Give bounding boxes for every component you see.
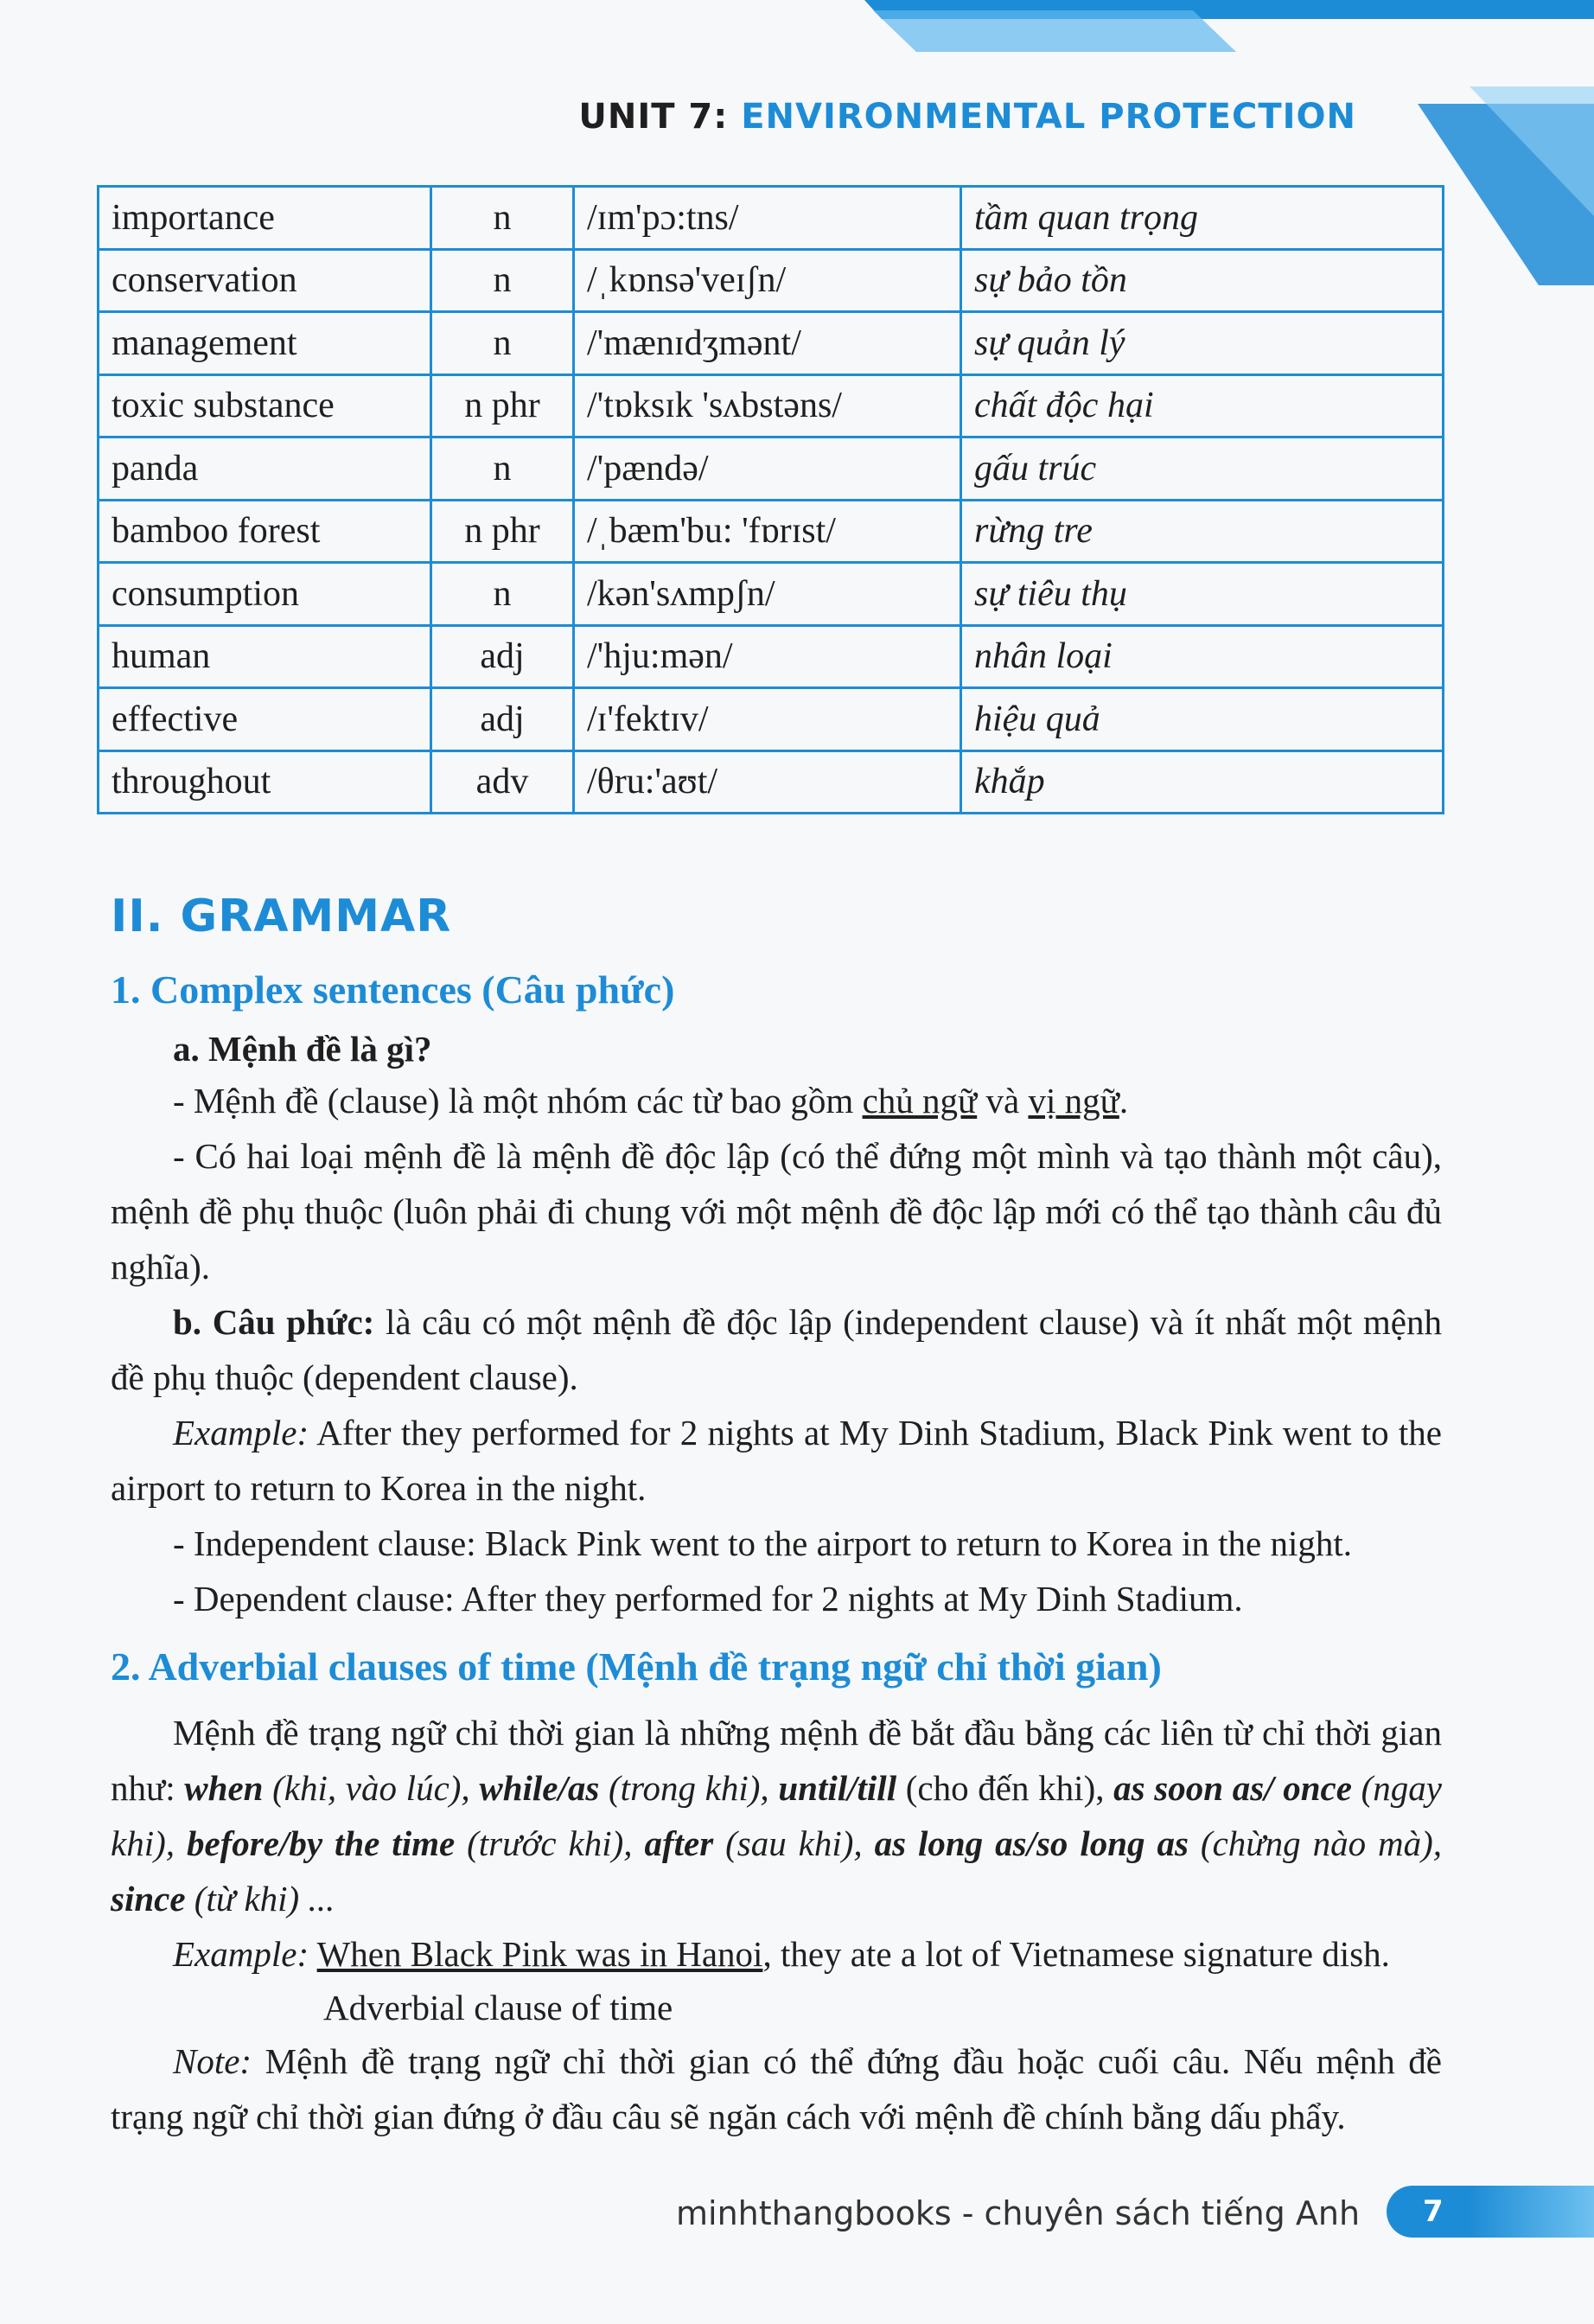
vocab-meaning: hiệu quả [961,688,1444,751]
vocab-word: conservation [99,249,431,312]
table-row [99,688,1444,751]
vocab-type: n phr [431,374,574,437]
page-number: 7 [1387,2186,1594,2238]
vocab-meaning: nhân loại [961,625,1444,688]
vocab-meaning: tầm quan trọng [961,187,1444,250]
unit-prefix: UNIT 7: [578,97,742,137]
vocab-type: n [431,187,574,250]
vocab-meaning: sự bảo tồn [961,249,1444,312]
vocab-meaning: chất độc hại [961,374,1444,437]
vocab-meaning: khắp [961,750,1444,814]
table-row [99,437,1444,501]
section-2-title: 2. Adverbial clauses of time (Mệnh đề trạng ngữ chỉ thời gian) [111,1644,1162,1689]
clause-types: - Có hai loại mệnh đề là mệnh đề độc lập (có thể đứng một mình và tạo thành một câu), mệnh đề phụ thuộc (luôn phải đi chung với một mệnh đề độc lập mới có thể tạo thành câu đủ nghĩa). [111,1136,1442,1286]
table-row [99,187,1444,250]
vocab-ipa: /ɪm'pɔ:tns/ [574,187,961,250]
vocab-ipa: /'tɒksɪk 'sʌbstəns/ [574,374,961,437]
vocab-ipa: /'mænɪdʒmənt/ [574,312,961,375]
vocab-meaning: gấu trúc [961,437,1444,501]
vocab-ipa: /ɪ'fektɪv/ [574,688,961,751]
vocab-ipa: /ˌbæm'bu: 'fɒrɪst/ [574,500,961,563]
vocab-word: throughout [99,750,431,814]
vocab-meaning: sự quản lý [961,312,1444,375]
vocab-word: effective [99,688,431,751]
vocab-type: n phr [431,500,574,563]
vocab-word: human [99,625,431,688]
vocab-type: adv [431,750,574,814]
vocab-word: panda [99,437,431,501]
table-row [99,563,1444,626]
section-1-title: 1. Complex sentences (Câu phức) [111,967,675,1012]
vocab-meaning: rừng tre [961,500,1444,563]
vocab-ipa: /kən'sʌmpʃn/ [574,563,961,626]
table-row [99,750,1444,814]
unit-header [578,97,1356,137]
vocab-word: bamboo forest [99,500,431,563]
table-row [99,374,1444,437]
vocab-meaning: sự tiêu thụ [961,563,1444,626]
adverbial-definition: Mệnh đề trạng ngữ chỉ thời gian là những mệnh đề bắt đầu bằng các liên từ chỉ thời gian như: when (khi, vào lúc), while/as (trong khi), until/till (cho đến khi), as soon as/ once (ngay khi), before/by the time (trước khi), after (sau khi), as long as/so long as (chừng nào mà), since (từ khi) ... [111,1713,1443,1919]
vocab-word: consumption [99,563,431,626]
vocab-ipa: /ˌkɒnsə'veɪʃn/ [574,249,961,312]
vocab-type: n [431,249,574,312]
note: Note: Mệnh đề trạng ngữ chỉ thời gian có thể đứng đầu hoặc cuối câu. Nếu mệnh đề trạng ngữ chỉ thời gian đứng ở đầu câu sẽ ngăn cách với mệnh đề chính bằng dấu phẩy. [111,2041,1442,2136]
unit-title: ENVIRONMENTAL PROTECTION [741,97,1356,137]
vocab-type: n [431,563,574,626]
table-row [99,249,1444,312]
vocab-type: adj [431,688,574,751]
vocab-word: importance [99,187,431,250]
vocab-word: toxic substance [99,374,431,437]
clause-definition: - Mệnh đề (clause) là một nhóm các từ bao gồm chủ ngữ và vị ngữ. [173,1081,1129,1120]
table-row [99,625,1444,688]
vocab-ipa: /'hju:mən/ [574,625,961,688]
vocabulary-table [97,185,1444,814]
vocab-ipa: /'pændə/ [574,437,961,501]
dependent-clause: - Dependent clause: After they performed for 2 nights at My Dinh Stadium. [173,1579,1243,1618]
vocab-type: adj [431,625,574,688]
example-2: Example: When Black Pink was in Hanoi, they ate a lot of Vietnamese signature dish. [173,1934,1390,1974]
footer-publisher: minhthangbooks - chuyên sách tiếng Anh [676,2194,1361,2232]
grammar-heading: II. GRAMMAR [111,891,452,942]
vocab-word: management [99,312,431,375]
vocab-type: n [431,437,574,501]
example-caption: Adverbial clause of time [323,1988,673,2027]
table-row [99,312,1444,375]
grammar-section [111,891,1442,2144]
table-row [99,500,1444,563]
subsection-a-title: a. Mệnh đề là gì? [173,1029,432,1069]
complex-sentence-definition: b. Câu phức: là câu có một mệnh đề độc lập (independent clause) và ít nhất một mệnh đề phụ thuộc (dependent clause). [111,1302,1442,1397]
example-1: Example: After they performed for 2 nights at My Dinh Stadium, Black Pink went to the airport to return to Korea in the night. [111,1413,1442,1508]
independent-clause: - Independent clause: Black Pink went to the airport to return to Korea in the night. [173,1523,1353,1563]
vocab-ipa: /θru:'aʊt/ [574,750,961,814]
vocab-type: n [431,312,574,375]
